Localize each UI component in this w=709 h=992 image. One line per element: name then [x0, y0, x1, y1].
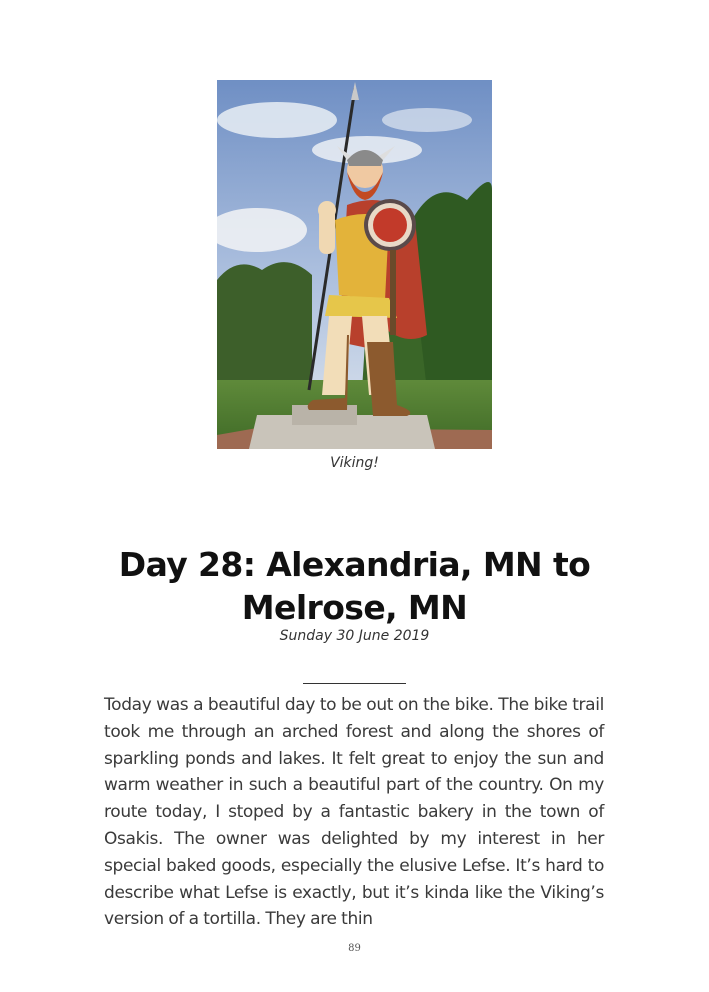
- body-paragraph: Today was a beautiful day to be out on the bike. The bike trail took me through an arched forest and along the shores of sparkling ponds and lakes. It felt great to enjoy the sun and warm weather in such a beautiful part of the country. On my route today, I stoped by a fantastic bakery in the town of Osakis. The owner was delighted by my interest in her special baked goods, especially the elusive Lefse. It’s hard to describe what Lefse is exactly, but it’s kinda like the Viking’s version of a tortilla. They are thin: [104, 695, 604, 930]
- entry-date: Sunday 30 June 2019: [279, 628, 430, 644]
- page-number: 89: [348, 943, 361, 954]
- page-title: Day 28: Alexandria, MN to Melrose, MN: [118, 545, 591, 627]
- photo-caption: Viking!: [330, 455, 379, 471]
- viking-statue-photo: [217, 80, 492, 449]
- section-divider: [303, 683, 406, 684]
